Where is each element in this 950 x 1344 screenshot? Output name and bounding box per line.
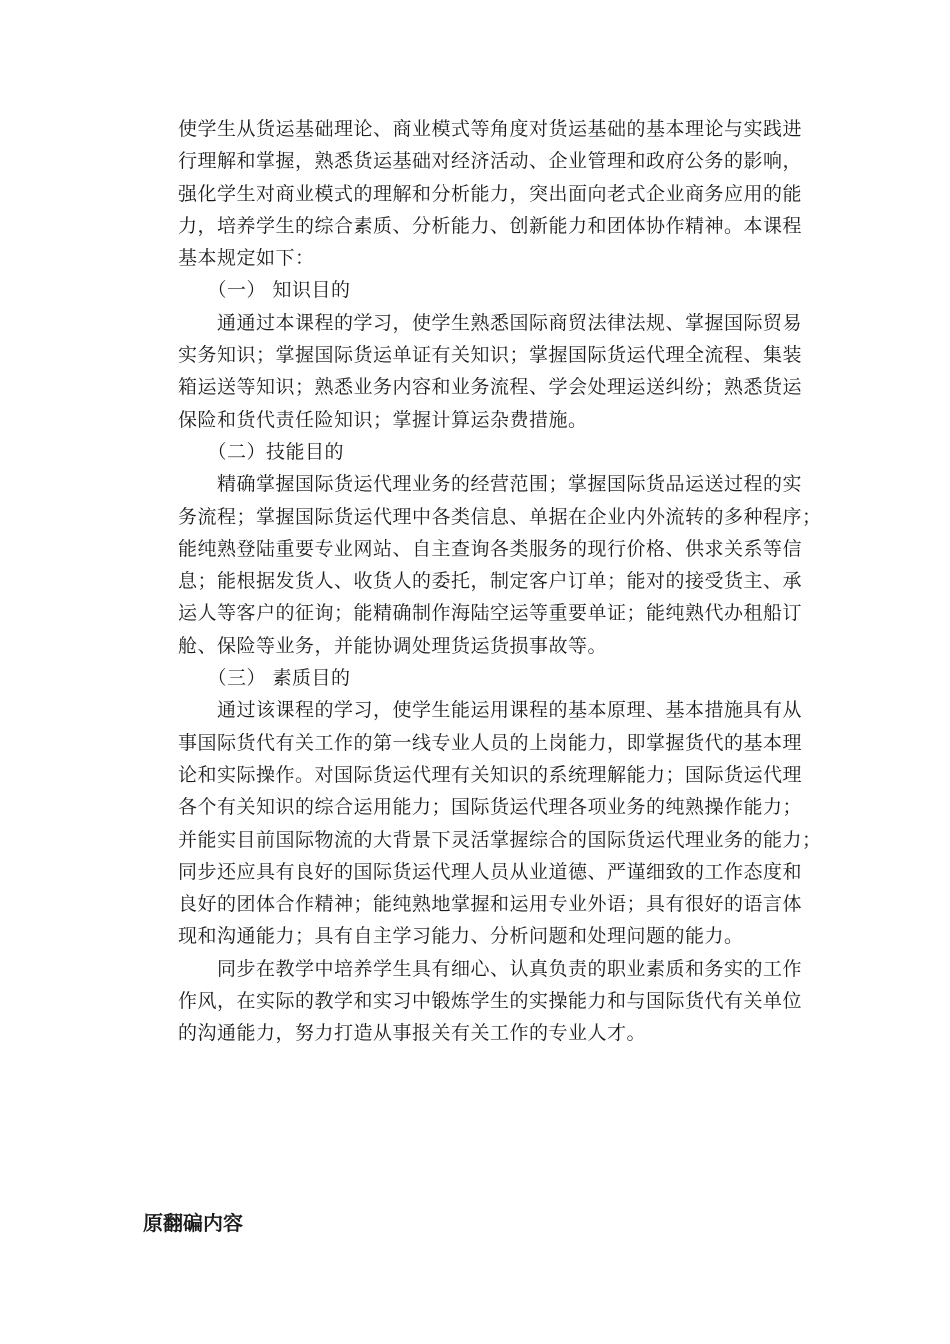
text-line: 能纯熟登陆重要专业网站、自主查询各类服务的现行价格、供求关系等信: [178, 537, 803, 560]
text-line: 基本规定如下：: [178, 247, 315, 270]
text-line: 精确掌握国际货运代理业务的经营范围；掌握国际货品运送过程的实: [178, 473, 803, 496]
text-line: 强化学生对商业模式的理解和分析能力，突出面向老式企业商务应用的能: [178, 182, 803, 205]
text-line: 实务知识；掌握国际货运单证有关知识；掌握国际货运代理全流程、集装: [178, 344, 803, 367]
text-line: （三） 素质目的: [178, 667, 351, 690]
section-heading: 原翻碥内容: [143, 1211, 243, 1235]
text-line: 作风，在实际的教学和实习中锻炼学生的实操能力和与国际货代有关单位: [178, 990, 803, 1013]
text-line: 息；能根据发货人、收货人的委托，制定客户订单；能对的接受货主、承: [178, 570, 803, 593]
text-line: 使学生从货运基础理论、商业模式等角度对货运基础的基本理论与实践进: [178, 118, 803, 140]
text-line: 舱、保险等业务，并能协调处理货运货损事故等。: [178, 634, 608, 657]
text-line: 论和实际操作。对国际货运代理有关知识的系统理解能力；国际货运代理: [178, 763, 803, 786]
text-line: 通通过本课程的学习，使学生熟悉国际商贸法律法规、掌握国际贸易: [178, 311, 803, 334]
text-line: 同步还应具有良好的国际货运代理人员从业道德、严谨细致的工作态度和: [178, 860, 803, 883]
text-line: 事国际货代有关工作的第一线专业人员的上岗能力，即掌握货代的基本理: [178, 731, 803, 754]
text-line: 并能实目前国际物流的大背景下灵活掌握综合的国际货运代理业务的能力；: [178, 828, 822, 851]
body-text: [178, 113, 822, 1050]
text-line: 保险和货代责任险知识；掌握计算运杂费措施。: [178, 408, 588, 431]
text-line: 现和沟通能力；具有自主学习能力、分析问题和处理问题的能力。: [178, 925, 744, 948]
text-line: 运人等客户的征询；能精确制作海陆空运等重要单证；能纯熟代办租船订: [178, 602, 803, 625]
text-line: 务流程；掌握国际货运代理中各类信息、单据在企业内外流转的多种程序；: [178, 505, 822, 528]
text-line: 通过该课程的学习，使学生能运用课程的基本原理、基本措施具有从: [178, 699, 803, 722]
text-line: （一） 知识目的: [178, 279, 351, 302]
text-line: 箱运送等知识；熟悉业务内容和业务流程、学会处理运送纠纷；熟悉货运: [178, 376, 803, 399]
text-line: 力，培养学生的综合素质、分析能力、创新能力和团体协作精神。本课程: [178, 214, 803, 237]
text-line: 同步在教学中培养学生具有细心、认真负责的职业素质和务实的工作: [178, 957, 803, 980]
text-line: 良好的团体合作精神；能纯熟地掌握和运用专业外语；具有很好的语言体: [178, 893, 803, 916]
text-line: 行理解和掌握，熟悉货运基础对经济活动、企业管理和政府公务的影响，: [178, 150, 803, 173]
text-line: 的沟通能力，努力打造从事报关有关工作的专业人才。: [178, 1022, 647, 1045]
text-line: 各个有关知识的综合运用能力；国际货运代理各项业务的纯熟操作能力；: [178, 796, 803, 819]
text-line: （二）技能目的: [178, 440, 345, 463]
